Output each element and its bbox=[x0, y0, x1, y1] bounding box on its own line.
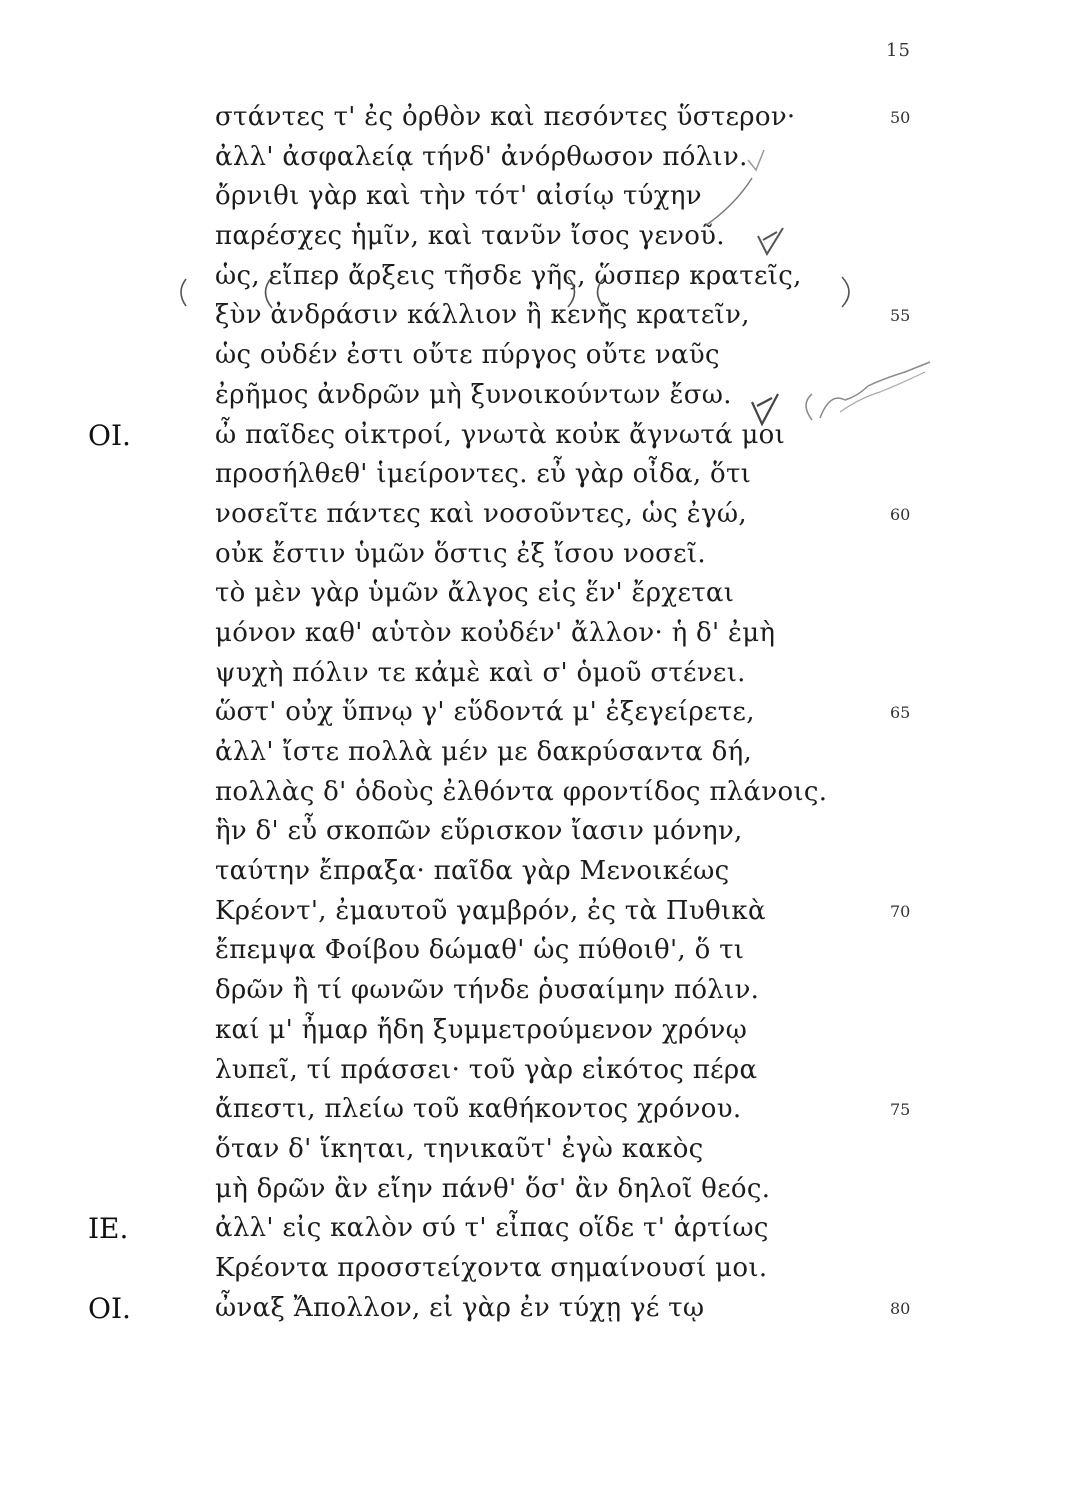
verse-line bbox=[0, 376, 1068, 416]
verse-line bbox=[0, 892, 1068, 932]
verse-line bbox=[0, 98, 1068, 138]
verse-text: ὥστ' οὐχ ὕπνῳ γ' εὕδοντά μ' ἐξεγείρετε, bbox=[215, 697, 755, 728]
verse-line bbox=[0, 177, 1068, 217]
verse-text: ἀλλ' ἀσφαλείᾳ τήνδ' ἀνόρθωσον πόλιν. bbox=[215, 141, 748, 172]
verse-line bbox=[0, 296, 1068, 336]
verse-line bbox=[0, 336, 1068, 376]
verse-line bbox=[0, 1249, 1068, 1289]
verse-text: παρέσχες ἡμῖν, καὶ τανῦν ἴσος γενοῦ. bbox=[215, 221, 725, 252]
verse-line bbox=[0, 1051, 1068, 1091]
verse-text: στάντες τ' ἐς ὀρθὸν καὶ πεσόντες ὕστερον· bbox=[215, 102, 796, 132]
line-number: 50 bbox=[890, 108, 911, 127]
verse-text: ἄπεστι, πλείω τοῦ καθήκοντος χρόνου. bbox=[215, 1094, 742, 1125]
verse-text: νοσεῖτε πάντες καὶ νοσοῦντες, ὡς ἐγώ, bbox=[215, 498, 747, 529]
verse-line bbox=[0, 1170, 1068, 1210]
verse-line bbox=[0, 1289, 1068, 1329]
verse-line bbox=[0, 1090, 1068, 1130]
verse-text: Κρέοντα προσστείχοντα σημαίνουσί μοι. bbox=[215, 1252, 768, 1283]
verse-text: ἀλλ' ἴστε πολλὰ μέν με δακρύσαντα δή, bbox=[215, 737, 753, 767]
verse-line bbox=[0, 971, 1068, 1011]
verse-text: οὐκ ἔστιν ὑμῶν ὅστις ἐξ ἴσου νοσεῖ. bbox=[215, 538, 706, 569]
verse-line bbox=[0, 1011, 1068, 1051]
verse-line bbox=[0, 733, 1068, 773]
speaker-label: ΟΙ. bbox=[88, 418, 131, 452]
verse-line bbox=[0, 217, 1068, 257]
verse-text: ὦ παῖδες οἰκτροί, γνωτὰ κοὐκ ἄγνωτά μοι bbox=[215, 419, 786, 450]
verse-line bbox=[0, 693, 1068, 733]
verse-line bbox=[0, 535, 1068, 575]
verse-line bbox=[0, 852, 1068, 892]
verse-text: ἀλλ' εἰς καλὸν σύ τ' εἶπας οἵδε τ' ἀρτίως bbox=[215, 1213, 769, 1244]
verse-text-block bbox=[0, 98, 1068, 1328]
verse-text: ξὺν ἀνδράσιν κάλλιον ἢ κενῆς κρατεῖν, bbox=[215, 300, 750, 331]
verse-text: καί μ' ἦμαρ ἤδη ξυμμετρούμενον χρόνῳ bbox=[215, 1014, 748, 1045]
verse-text: πολλὰς δ' ὁδοὺς ἐλθόντα φροντίδος πλάνοις. bbox=[215, 776, 828, 807]
verse-text: ἣν δ' εὖ σκοπῶν εὕρισκον ἴασιν μόνην, bbox=[215, 816, 743, 847]
verse-text: τὸ μὲν γὰρ ὑμῶν ἄλγος εἰς ἕν' ἔρχεται bbox=[215, 578, 735, 609]
verse-line bbox=[0, 574, 1068, 614]
verse-text: Κρέοντ', ἐμαυτοῦ γαμβρόν, ἐς τὰ Πυθικὰ bbox=[215, 895, 766, 926]
verse-text: ὡς, εἴπερ ἄρξεις τῆσδε γῆς, ὥσπερ κρατεῖς, bbox=[215, 260, 802, 291]
verse-line bbox=[0, 1209, 1068, 1249]
verse-line bbox=[0, 257, 1068, 297]
line-number: 80 bbox=[890, 1298, 911, 1318]
verse-text: ψυχὴ πόλιν τε κἀμὲ καὶ σ' ὁμοῦ στένει. bbox=[215, 657, 746, 688]
verse-line bbox=[0, 138, 1068, 178]
verse-text: ταύτην ἔπραξα· παῖδα γὰρ Μενοικέως bbox=[215, 856, 730, 887]
verse-line bbox=[0, 416, 1068, 456]
line-number: 55 bbox=[890, 306, 911, 326]
line-number: 70 bbox=[890, 901, 911, 921]
verse-line bbox=[0, 614, 1068, 654]
verse-text: ὦναξ Ἄπολλον, εἰ γὰρ ἐν τύχῃ γέ τῳ bbox=[215, 1292, 705, 1323]
verse-line bbox=[0, 1130, 1068, 1170]
verse-line bbox=[0, 654, 1068, 694]
verse-text: μὴ δρῶν ἂν εἴην πάνθ' ὅσ' ἂν δηλοῖ θεός. bbox=[215, 1173, 771, 1204]
verse-text: ἐρῆμος ἀνδρῶν μὴ ξυνοικούντων ἔσω. bbox=[215, 379, 732, 410]
verse-text: λυπεῖ, τί πράσσει· τοῦ γὰρ εἰκότος πέρα bbox=[215, 1054, 758, 1085]
line-number: 60 bbox=[890, 504, 911, 524]
verse-line bbox=[0, 773, 1068, 813]
verse-line bbox=[0, 495, 1068, 535]
speaker-label: ΙΕ. bbox=[88, 1212, 129, 1246]
line-number: 75 bbox=[890, 1100, 911, 1120]
verse-line bbox=[0, 812, 1068, 852]
speaker-label: ΟΙ. bbox=[88, 1291, 131, 1325]
verse-text: ὅταν δ' ἵκηται, τηνικαῦτ' ἐγὼ κακὸς bbox=[215, 1133, 704, 1164]
verse-text: δρῶν ἢ τί φωνῶν τήνδε ῥυσαίμην πόλιν. bbox=[215, 975, 760, 1006]
verse-text: μόνον καθ' αὑτὸν κοὐδέν' ἄλλον· ἡ δ' ἐμὴ bbox=[215, 617, 776, 648]
line-number: 65 bbox=[890, 703, 911, 723]
verse-text: ἔπεμψα Φοίβου δώμαθ' ὡς πύθοιθ', ὅ τι bbox=[215, 935, 745, 966]
verse-text: ὄρνιθι γὰρ καὶ τὴν τότ' αἰσίῳ τύχην bbox=[215, 181, 702, 212]
page-number: 15 bbox=[886, 40, 911, 61]
verse-line bbox=[0, 931, 1068, 971]
verse-line bbox=[0, 455, 1068, 495]
verse-text: προσήλθεθ' ἱμείροντες. εὖ γὰρ οἶδα, ὅτι bbox=[215, 459, 752, 490]
verse-text: ὡς οὐδέν ἐστι οὔτε πύργος οὔτε ναῦς bbox=[215, 340, 720, 371]
